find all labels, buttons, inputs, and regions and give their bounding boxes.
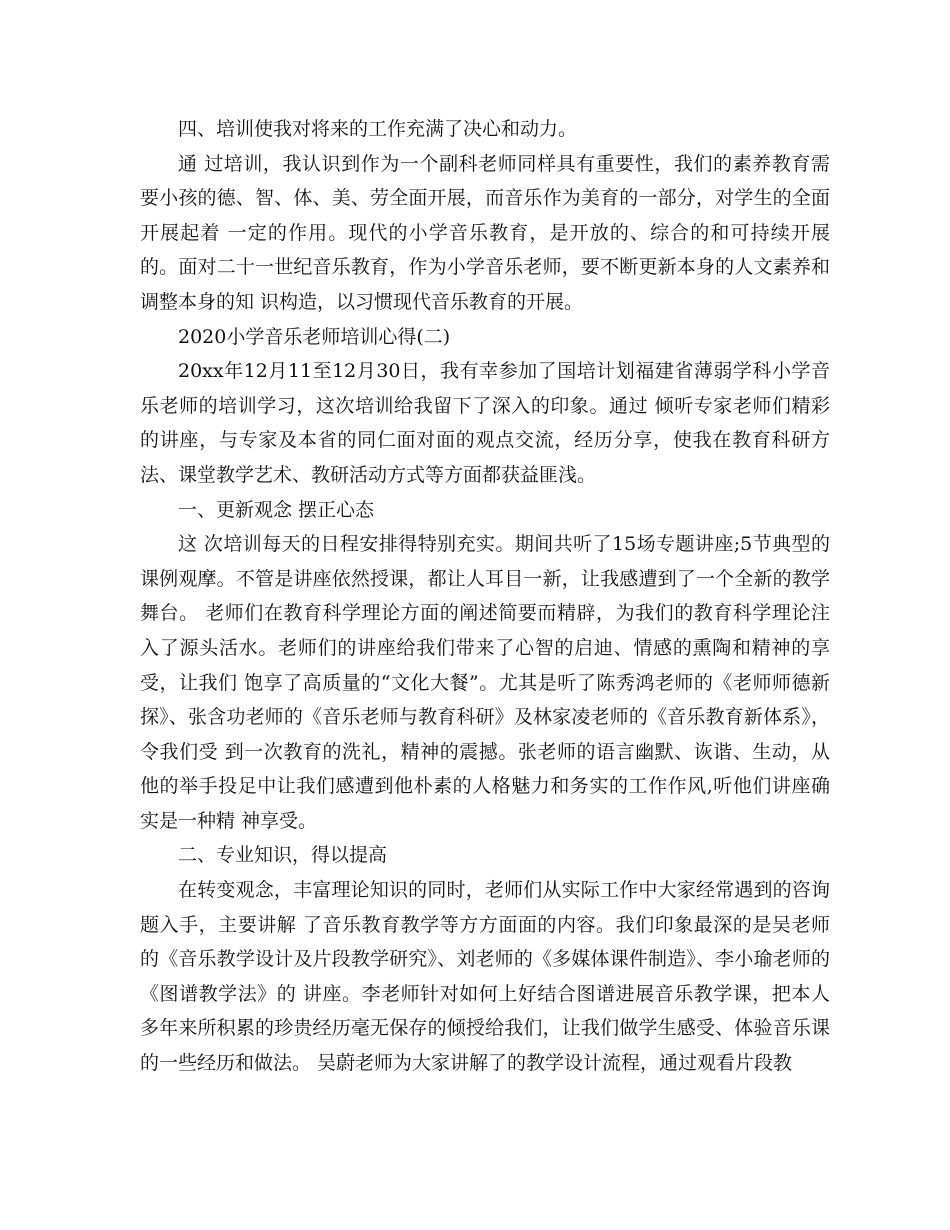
paragraph-section-four-heading: 四、培训使我对将来的工作充满了决心和动力。 bbox=[178, 118, 578, 140]
paragraph-professional-knowledge: 在转变观念，丰富理论知识的同时，老师们从实际工作中大家经常遇到的咨询题入手，主要讲解 了音乐教育教学等方方面面的内容。我们印象最深的是吴老师的《音乐教学设计及片段教学研究》、刘老师的《多媒体课件制造》、李小瑜老师的《图谱教学法》的 讲座。李老师针对如何上好结合图谱进展音乐教学课，把本人多年来所积累的珍贵经历毫无保存的倾授给我们，让我们做学生感受、体验音乐课的一些经历和做法。 吴蔚老师为大家讲解了的教学设计流程，通过观看片段教 bbox=[140, 879, 830, 1075]
paragraph-section-two-heading: 二、专业知识，得以提高 bbox=[178, 844, 388, 867]
paragraph-training-intro: 20xx年12月11至12月30日，我有幸参加了国培计划福建省薄弱学科小学音乐老师的培训学习，这次培训给我留下了深入的印象。通过 倾听专家老师们精彩的讲座，与专家及本省的同仁面对面的观点交流，经历分享，使我在教育科研方法、课堂教学艺术、教研活动方式等方面都获益匪浅。 bbox=[140, 360, 830, 486]
paragraph-schedule-lectures: 这 次培训每天的日程安排得特别充实。期间共听了15场专题讲座;5节典型的课例观摩。不管是讲座依然授课，都让人耳目一新，让我感遭到了一个全新的教学舞台。 老师们在教育科学理论方面的阐述简要而精辟，为我们的教育科学理论注入了源头活水。老师们的讲座给我们带来了心智的启迪、情感的熏陶和精神的享受，让我们 饱享了高质量的“文化大餐”。尤其是听了陈秀鸿老师的《老师师德新探》、张含功老师的《音乐老师与教育科研》及林家凌老师的《音乐教育新体系》，令我们受 到一次教育的洗礼，精神的震撼。张老师的语言幽默、诙谐、生动，从他的举手投足中让我们感遭到他朴素的人格魅力和务实的工作作风,听他们讲座确实是一种精 神享受。 bbox=[140, 533, 830, 832]
paragraph-part-two-title: 2020小学音乐老师培训心得(二) bbox=[178, 325, 451, 348]
document-body bbox=[140, 112, 830, 1081]
paragraph-training-importance: 通 过培训，我认识到作为一个副科老师同样具有重要性，我们的素养教育需要小孩的德、智、体、美、劳全面开展，而音乐作为美育的一部分，对学生的全面开展起着 一定的作用。现代的小学音乐教育，是开放的、综合的和可持续开展的。面对二十一世纪音乐教育，作为小学音乐老师，要不断更新本身的人文素养和调整本身的知 识构造，以习惯现代音乐教育的开展。 bbox=[140, 152, 830, 313]
paragraph-section-one-heading: 一、更新观念 摆正心态 bbox=[178, 498, 375, 521]
